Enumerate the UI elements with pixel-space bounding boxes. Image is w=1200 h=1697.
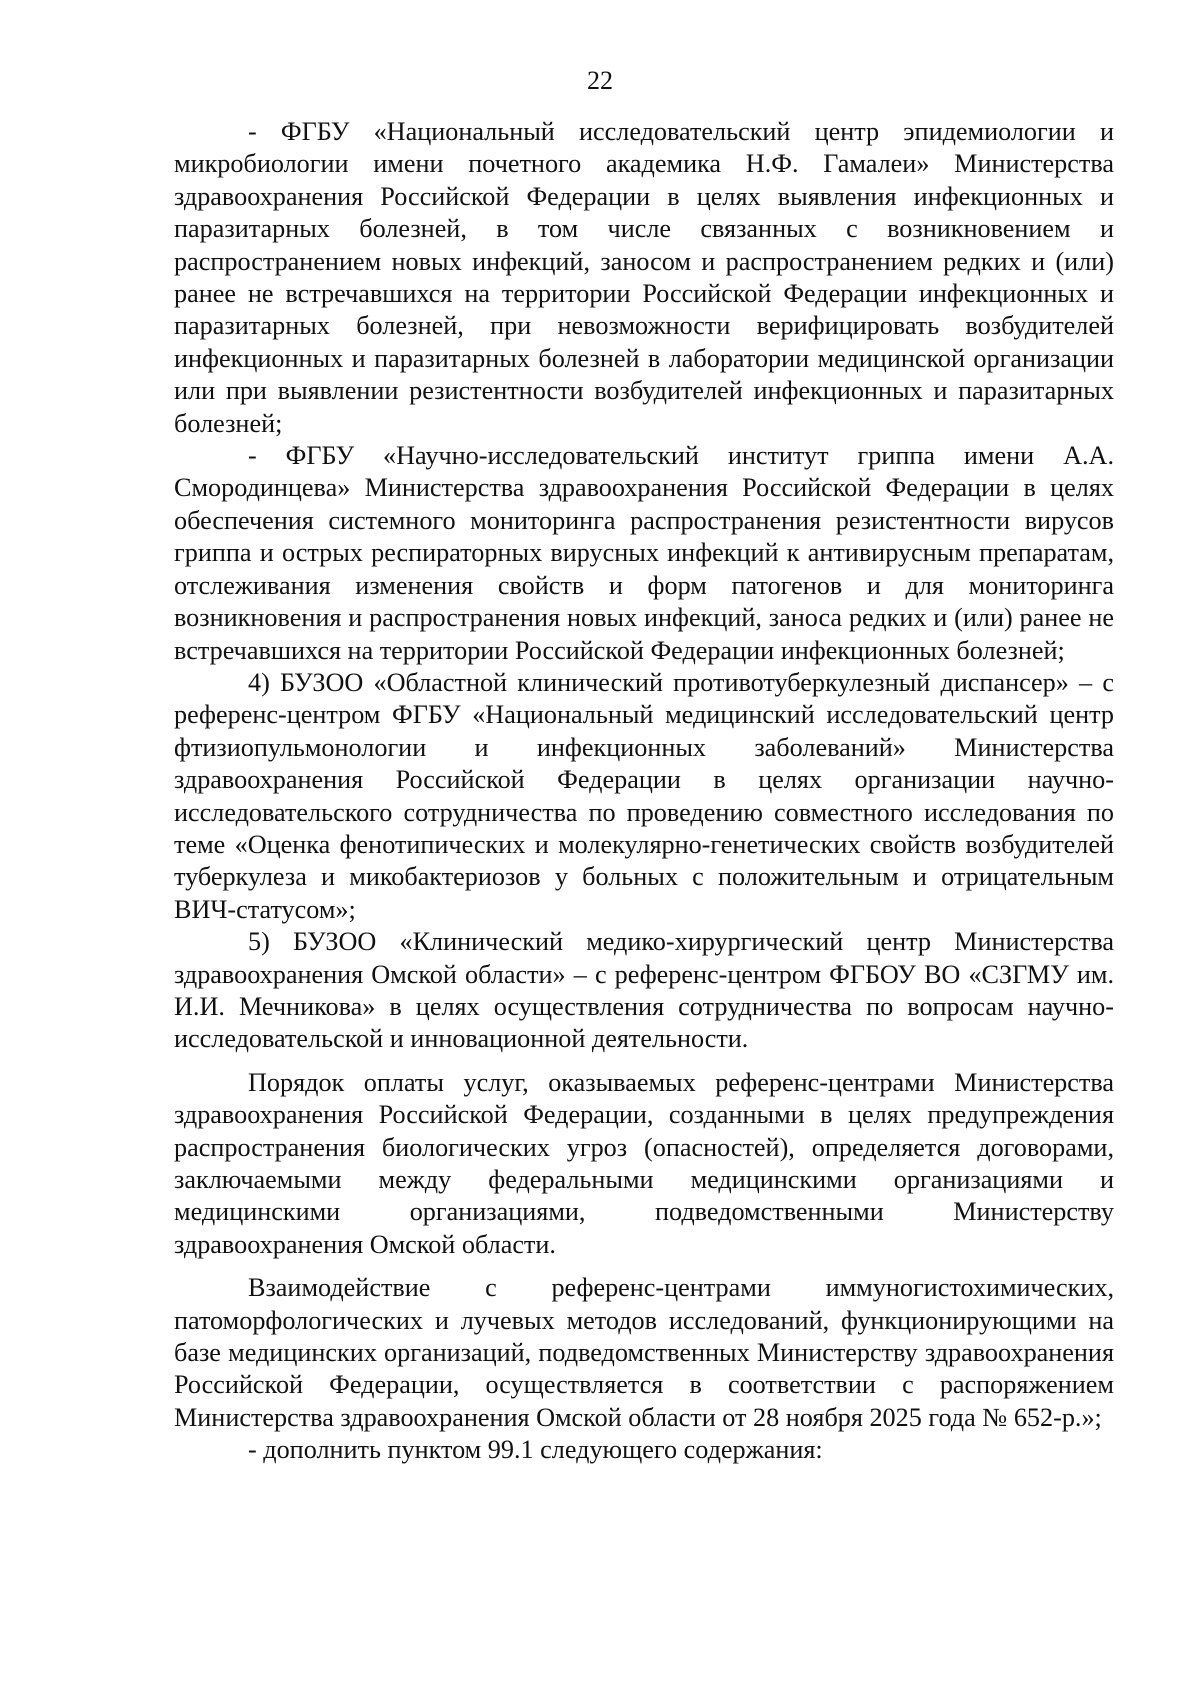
paragraph-add-item-99-1: - дополнить пунктом 99.1 следующего содержания:: [248, 1435, 823, 1465]
document-body: [174, 116, 1114, 1467]
page-number: 22: [587, 66, 613, 95]
paragraph-item-4-tb-dispensary: 4) БУЗОО «Областной клинический противотуберкулезный диспансер» – с референс-центром ФГБУ «Национальный медицинский исследовательский центр фтизиопульмонологии и инфекционных заболеваний» Министерства здравоохранения Российской Федерации в целях организации научно-исследовательского сотрудничества по проведению совместного исследования по теме «Оценка фенотипических и молекулярно-генетических свойств возбудителей туберкулеза и микобактериозов у больных с положительным и отрицательным ВИЧ-статусом»;: [174, 667, 1114, 924]
paragraph-smorodintsev-institute: - ФГБУ «Научно-исследовательский институт гриппа имени А.А. Смородинцева» Министерства здравоохранения Российской Федерации в целях обеспечения системного мониторинга распространения резистентности вирусов гриппа и острых респираторных вирусных инфекций к антивирусным препаратам, отслеживания изменения свойств и форм патогенов и для мониторинга возникновения и распространения новых инфекций, заноса редких и (или) ранее не встречавшихся на территории Российской Федерации инфекционных болезней;: [174, 441, 1114, 665]
paragraph-gamaleya-center: - ФГБУ «Национальный исследовательский центр эпидемиологии и микробиологии имени почетного академика Н.Ф. Гамалеи» Министерства здравоохранения Российской Федерации в целях выявления инфекционных и паразитарных болезней, в том числе связанных с возникновением и распространением новых инфекций, заносом и распространением редких и (или) ранее не встречавшихся на территории Российской Федерации инфекционных и паразитарных болезней, при невозможности верифицировать возбудителей инфекционных и паразитарных болезней в лаборатории медицинской организации или при выявлении резистентности возбудителей инфекционных и паразитарных болезней;: [174, 117, 1114, 438]
paragraph-interaction-reference-centers: Взаимодействие с референс-центрами иммуногистохимических, патоморфологических и лучевых методов исследований, функционирующими на базе медицинских организаций, подведомственных Министерству здравоохранения Российской Федерации, осуществляется в соответствии с распоряжением Министерства здравоохранения Омской области от 28 ноября 2025 года № 652-р.»;: [174, 1273, 1114, 1432]
paragraph-payment-procedure: Порядок оплаты услуг, оказываемых референс-центрами Министерства здравоохранения Российской Федерации, созданными в целях предупреждения распространения биологических угроз (опасностей), определяется договорами, заключаемыми между федеральными медицинскими организациями и медицинскими организациями, подведомственными Министерству здравоохранения Омской области.: [174, 1067, 1114, 1259]
paragraph-item-5-surgical-center: 5) БУЗОО «Клинический медико-хирургический центр Министерства здравоохранения Омской области» – с референс-центром ФГБОУ ВО «СЗГМУ им. И.И. Мечникова» в целях осуществления сотрудничества по вопросам научно-исследовательской и инновационной деятельности.: [174, 927, 1114, 1054]
